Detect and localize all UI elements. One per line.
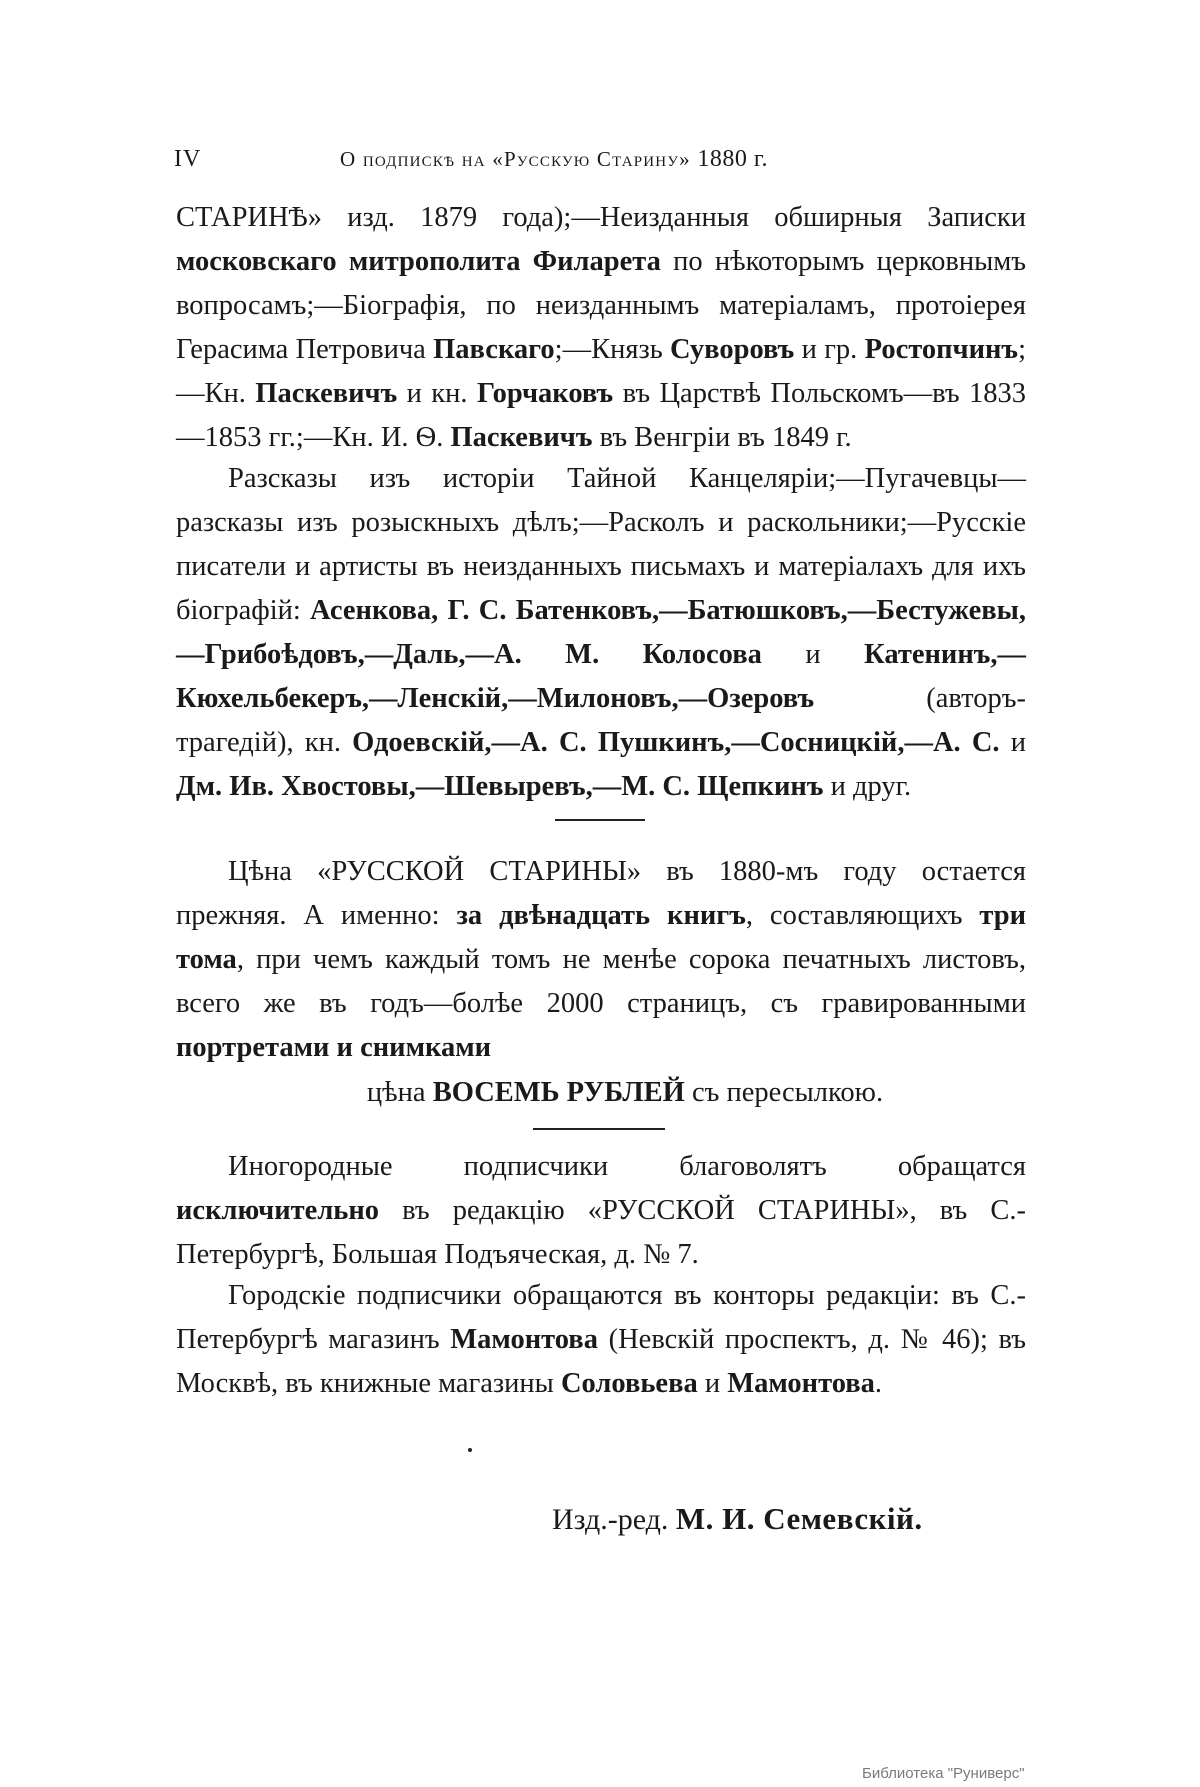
text-run: и [761,639,865,670]
signature-prefix: Изд.-ред. [552,1503,676,1536]
text-run: и друг. [823,771,912,802]
bold-run: исключительно [176,1195,380,1226]
price-line [200,1071,1050,1115]
paragraph-text [176,457,1026,809]
text-run: въ Венгріи въ 1849 г. [592,422,852,453]
bold-run: Суворовъ [670,334,795,365]
paragraph-text [176,850,1026,1070]
text-run: Разсказы изъ исторіи Тайной Канцеляріи;—Пугачевцы—разсказы изъ розыскныхъ дѣлъ;—Расколъ и раскольники;—Русскіе писатели и артисты въ неизданныхъ письмахъ и матеріалахъ для ихъ біографій: [176,463,1026,626]
bold-run: Дм. Ив. Хвостовы,—Шевыревъ,—М. С. Щепкинъ [176,771,824,802]
paragraph-price [176,850,1026,1070]
text-run: (авторъ-трагедій), кн. [176,683,1026,758]
signature-name: М. И. Семевскій. [675,1501,923,1536]
bold-run: ВОСЕМЬ РУБЛЕЙ [432,1077,685,1108]
text-run: , составляющихъ [745,900,980,931]
paragraph-text [176,196,1026,460]
ink-speck [468,1448,472,1452]
text-run: (Невскій проспектъ, д. № 46); въ Москвѣ, въ книжные магазины [176,1324,1026,1399]
running-head-title [340,146,768,173]
paragraph-city-subscribers [176,1274,1026,1406]
running-head-year: 1880 г. [697,146,768,172]
paragraph-stories [176,457,1026,809]
bold-run: портретами и снимками [176,1032,492,1063]
text-run: и гр. [794,334,865,365]
library-watermark: Библиотека "Руниверс" [862,1765,1025,1782]
bold-run: Соловьева [560,1368,698,1399]
page-number: IV [174,146,202,172]
text-run: цѣна [366,1077,433,1108]
text-run: съ пересылкою. [684,1077,884,1108]
bold-run: Горчаковъ [476,378,614,409]
bold-run: Паскевичъ [255,378,398,409]
bold-run: Мамонтова [450,1324,598,1355]
text-run: , при чемъ каждый томъ не менѣе сорока печатныхъ листовъ, всего же въ годъ—болѣе 2000 страницъ, съ гравированными [176,944,1026,1019]
bold-run: Катенинъ,—Кюхельбекеръ,—Ленскій,—Милоновъ,—Озеровъ [176,639,1026,714]
text-run: и [697,1368,728,1399]
bold-run: Павскаго [433,334,555,365]
running-head-text: О подпискѣ на «Русскую Старину» [340,147,691,171]
text-run: ;—Князь [554,334,671,365]
section-divider [533,1128,665,1130]
bold-run: Паскевичъ [450,422,593,453]
bold-run: московскаго митрополита Филарета [176,246,661,277]
paragraph-text [176,1274,1026,1406]
bold-run: за двѣнадцать книгъ [456,900,746,931]
paragraph-contents-continued [176,196,1026,460]
bold-run: Ростопчинъ [864,334,1019,365]
text-run: и [999,727,1026,758]
text-run: ;—Кн. [176,334,1026,409]
section-divider [555,819,645,821]
text-run: Иногородные подписчики благоволятъ обращатся [228,1151,1026,1182]
bold-run: Асенкова, Г. С. Батенковъ,—Батюшковъ,—Бестужевы,—Грибоѣдовъ,—Даль,—А. М. Колосова [176,595,1026,670]
running-head [170,146,1040,180]
text-run: въ редакцію «РУССКОЙ СТАРИНЫ», въ С.-Петербургѣ, Большая Подъяческая, д. № 7. [176,1195,1026,1270]
text-run: по нѣкоторымъ церковнымъ вопросамъ;—Біографія, по неизданнымъ матеріаламъ, протоіерея Герасима Петровича [176,246,1027,365]
text-run: Цѣна «РУССКОЙ СТАРИНЫ» въ 1880-мъ году остается прежняя. А именно: [176,856,1026,931]
paragraph-text [176,1145,1026,1277]
text-run: СТАРИНѢ» изд. 1879 года);—Неизданныя обширныя Записки [176,202,1026,233]
text-run: и кн. [397,378,477,409]
bold-run: Одоевскій,—А. С. Пушкинъ,—Сосницкій,—А. С. [352,727,1000,758]
bold-run: три тома [176,900,1026,975]
text-run: въ Царствѣ Польскомъ—въ 1833—1853 гг.;—Кн. И. Ѳ. [176,378,1026,453]
bold-run: Мамонтова [727,1368,875,1399]
text-run: . [874,1368,883,1399]
paragraph-out-of-town-subscribers [176,1145,1026,1277]
text-run: Городскіе подписчики обращаются въ конторы редакціи: въ С.-Петербургѣ магазинъ [176,1280,1026,1355]
editor-signature [552,1497,923,1542]
